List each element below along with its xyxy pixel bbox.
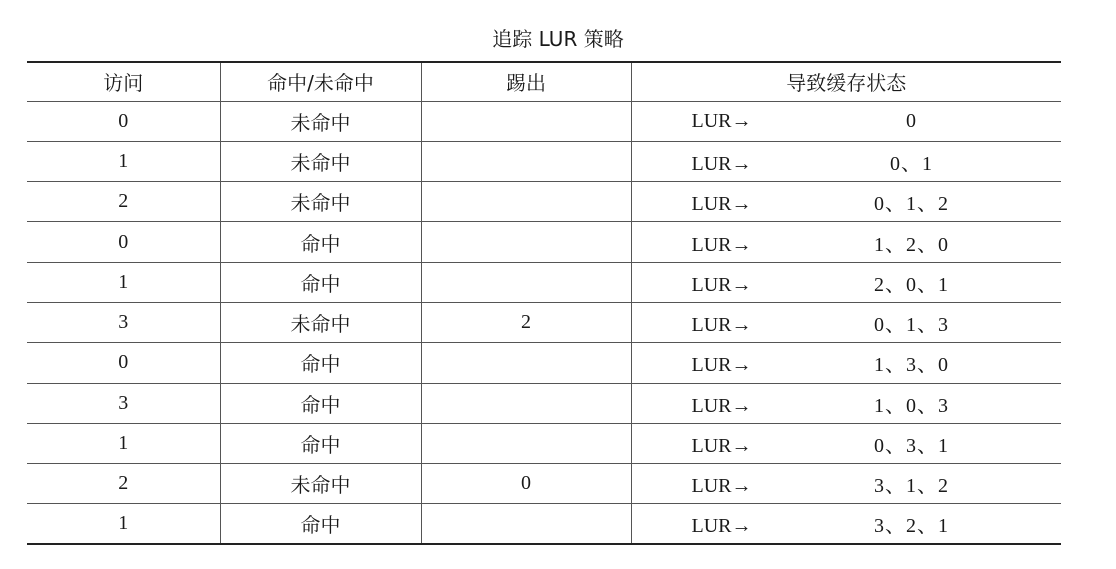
lur-label: LUR→ bbox=[691, 435, 752, 458]
cell-evict bbox=[421, 504, 631, 544]
cache-state-value: 0 bbox=[906, 109, 917, 132]
table-caption: 追踪 LUR 策略 bbox=[492, 27, 624, 51]
cell-access: 1 bbox=[27, 504, 220, 544]
lur-label: LUR→ bbox=[691, 314, 752, 337]
table-row bbox=[27, 101, 1061, 141]
cell-evict bbox=[421, 343, 631, 383]
cache-state-value: 2、0、1 bbox=[874, 273, 949, 296]
cell-cache-state bbox=[631, 182, 1061, 222]
cell-evict bbox=[421, 141, 631, 181]
cell-access: 1 bbox=[27, 141, 220, 181]
header-evict: 踢出 bbox=[421, 62, 631, 101]
cell-evict: 2 bbox=[421, 302, 631, 342]
cache-state-value: 0、1、3 bbox=[874, 314, 949, 337]
lur-label: LUR→ bbox=[691, 109, 752, 132]
table-row bbox=[27, 504, 1061, 544]
cell-hit-miss: 未命中 bbox=[220, 464, 421, 504]
cell-cache-state bbox=[631, 101, 1061, 141]
lur-label: LUR→ bbox=[691, 475, 752, 498]
cell-hit-miss: 命中 bbox=[220, 222, 421, 262]
cache-state-value: 0、3、1 bbox=[874, 435, 949, 458]
cell-access: 1 bbox=[27, 423, 220, 463]
cell-evict bbox=[421, 383, 631, 423]
cell-evict bbox=[421, 423, 631, 463]
table-row bbox=[27, 423, 1061, 463]
cell-evict bbox=[421, 262, 631, 302]
cell-cache-state bbox=[631, 302, 1061, 342]
table-row bbox=[27, 302, 1061, 342]
lru-trace-table bbox=[27, 61, 1061, 545]
table-row bbox=[27, 222, 1061, 262]
cell-hit-miss: 命中 bbox=[220, 504, 421, 544]
lur-label: LUR→ bbox=[691, 354, 752, 377]
cell-hit-miss: 命中 bbox=[220, 343, 421, 383]
table-row bbox=[27, 182, 1061, 222]
cell-evict: 0 bbox=[421, 464, 631, 504]
header-cache-state: 导致缓存状态 bbox=[631, 62, 1061, 101]
cell-access: 2 bbox=[27, 182, 220, 222]
cache-state-value: 0、1、2 bbox=[874, 193, 949, 216]
header-row bbox=[27, 62, 1061, 101]
cell-access: 0 bbox=[27, 101, 220, 141]
cache-state-value: 3、2、1 bbox=[874, 515, 949, 538]
cell-evict bbox=[421, 222, 631, 262]
table-row bbox=[27, 343, 1061, 383]
cell-cache-state bbox=[631, 262, 1061, 302]
cell-hit-miss: 未命中 bbox=[220, 182, 421, 222]
cell-evict bbox=[421, 182, 631, 222]
cell-access: 0 bbox=[27, 343, 220, 383]
table-row bbox=[27, 262, 1061, 302]
table-row bbox=[27, 383, 1061, 423]
table-row bbox=[27, 464, 1061, 504]
cell-cache-state bbox=[631, 504, 1061, 544]
cache-state-value: 1、2、0 bbox=[874, 233, 949, 256]
lur-label: LUR→ bbox=[691, 515, 752, 538]
table-body bbox=[27, 101, 1061, 544]
header-hit-miss: 命中/未命中 bbox=[220, 62, 421, 101]
cell-access: 1 bbox=[27, 262, 220, 302]
header-access: 访问 bbox=[27, 62, 220, 101]
cell-hit-miss: 命中 bbox=[220, 383, 421, 423]
cell-access: 2 bbox=[27, 464, 220, 504]
lur-label: LUR→ bbox=[691, 152, 752, 175]
cache-state-value: 1、3、0 bbox=[874, 354, 949, 377]
cell-cache-state bbox=[631, 464, 1061, 504]
cell-access: 3 bbox=[27, 302, 220, 342]
cell-access: 0 bbox=[27, 222, 220, 262]
cell-hit-miss: 命中 bbox=[220, 423, 421, 463]
lur-label: LUR→ bbox=[691, 233, 752, 256]
cell-hit-miss: 未命中 bbox=[220, 101, 421, 141]
cache-state-value: 1、0、3 bbox=[874, 394, 949, 417]
lur-label: LUR→ bbox=[691, 193, 752, 216]
cell-hit-miss: 命中 bbox=[220, 262, 421, 302]
cache-state-value: 0、1 bbox=[890, 152, 933, 175]
cell-evict bbox=[421, 101, 631, 141]
cell-cache-state bbox=[631, 222, 1061, 262]
cell-hit-miss: 未命中 bbox=[220, 302, 421, 342]
cell-access: 3 bbox=[27, 383, 220, 423]
lur-label: LUR→ bbox=[691, 394, 752, 417]
cell-cache-state bbox=[631, 383, 1061, 423]
table-row bbox=[27, 141, 1061, 181]
cell-hit-miss: 未命中 bbox=[220, 141, 421, 181]
cell-cache-state bbox=[631, 423, 1061, 463]
cache-state-value: 3、1、2 bbox=[874, 475, 949, 498]
cell-cache-state bbox=[631, 141, 1061, 181]
cell-cache-state bbox=[631, 343, 1061, 383]
lur-label: LUR→ bbox=[691, 273, 752, 296]
